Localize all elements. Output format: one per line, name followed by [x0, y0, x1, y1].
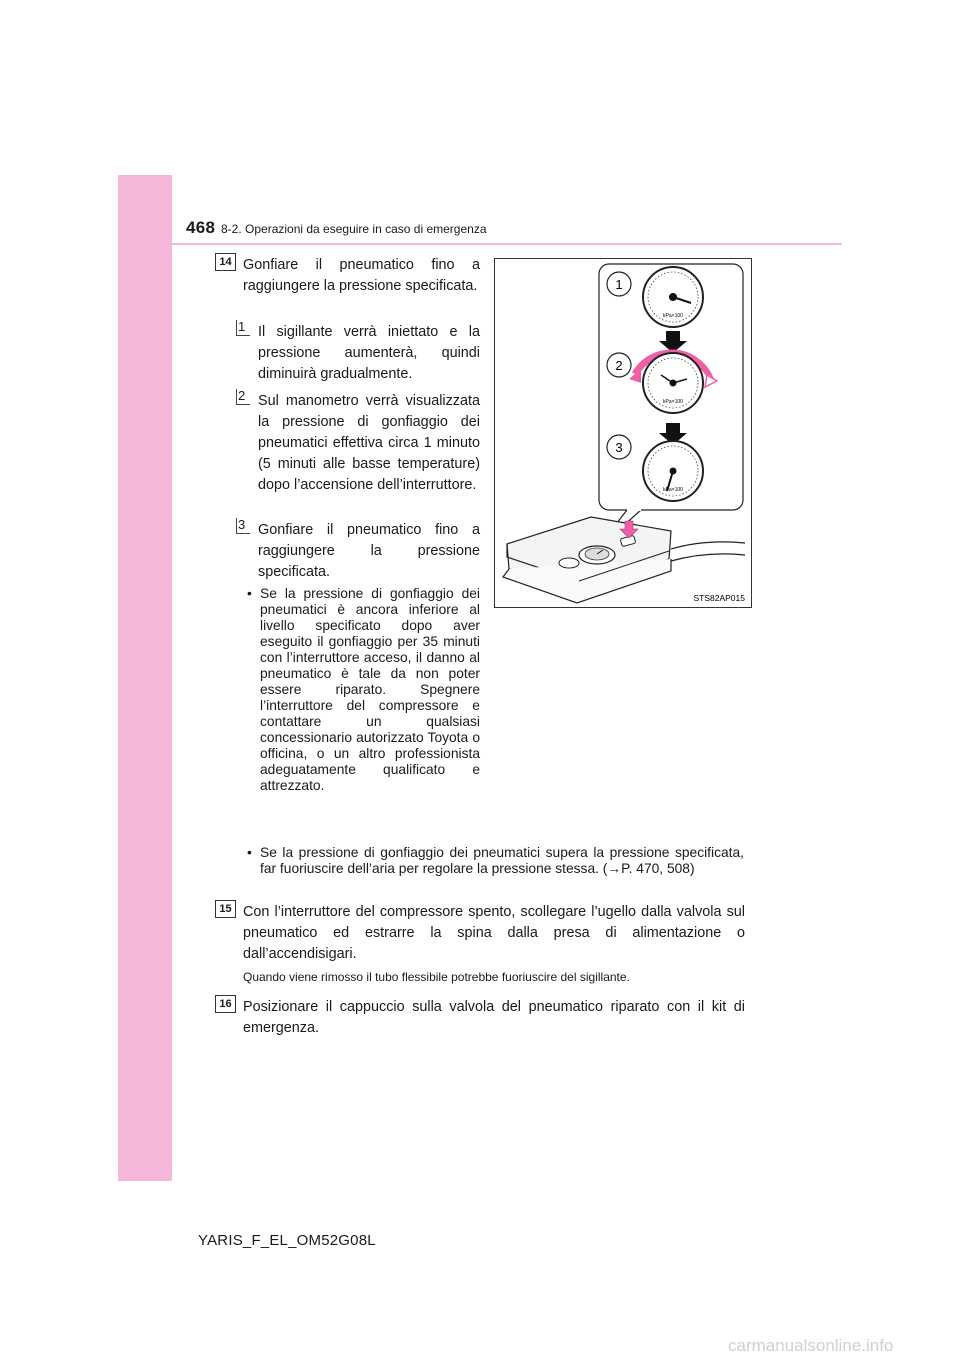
header-rule	[172, 243, 842, 245]
gauge-1-icon	[643, 267, 703, 327]
gauge-unit-label: kPa×100	[663, 487, 683, 493]
step-15-badge: 15	[215, 900, 236, 918]
step-14-text: Gonfiare il pneumatico fino a raggiungere la pressione specificata.	[243, 257, 480, 294]
bullet-item	[247, 586, 480, 794]
page-number: 468	[186, 218, 216, 237]
compressor-icon	[503, 517, 745, 603]
substep-1-text: Il sigillante verrà iniettato e la pressione aumenterà, quindi diminuirà gradualmente.	[258, 324, 480, 382]
substep-1-badge: 1	[236, 320, 250, 336]
watermark: carmanualsonline.info	[728, 1336, 894, 1355]
callout-2-label: 2	[615, 358, 623, 373]
compressor-gauge-figure	[494, 258, 752, 608]
figure-illustration	[495, 259, 751, 607]
bullet-text: Se la pressione di gonfiaggio dei pneumatici è ancora inferiore al livello specificato dopo aver eseguito il gonfiaggio per 35 minuti con l’interruttore acceso, il danno al pneumatico è tale da non poter essere riparato. Spegnere l’interruttore del compressore e contattare un qualsiasi concessionario autorizzato Toyota o officina, o un altro professionista adeguatamente qualificato e attrezzato.	[260, 586, 480, 793]
figure-code: STS82AP015	[693, 593, 745, 603]
step-16-text: Posizionare il cappuccio sulla valvola del pneumatico riparato con il kit di emergenza.	[243, 999, 745, 1036]
callout-1-label: 1	[615, 277, 623, 292]
bullet-dot: •	[247, 845, 252, 860]
document-code: YARIS_F_EL_OM52G08L	[198, 1232, 376, 1249]
bullet-text: Se la pressione di gonfiaggio dei pneumatici supera la pressione specificata, far fuoriuscire dell’aria per regolare la pressione stessa. (→P. 470, 508)	[260, 845, 744, 876]
step-16-badge: 16	[215, 995, 236, 1013]
gauge-unit-label: kPa×100	[663, 313, 683, 319]
substep-2-text: Sul manometro verrà visualizzata la pressione di gonfiaggio dei pneumatici effettiva circa 1 minuto (5 minuti alle basse temperature) dopo l’accensione dell’interruttore.	[258, 393, 480, 493]
step-15-text: Con l’interruttore del compressore spento, scollegare l’ugello dalla valvola sul pneumatico ed estrarre la spina dalla presa di alimentazione o dall’accendisigari.	[243, 904, 745, 962]
substep-2-badge: 2	[236, 389, 250, 405]
step-15-note: Quando viene rimosso il tubo flessibile potrebbe fuoriuscire del sigillante.	[243, 970, 630, 984]
substep-3-text: Gonfiare il pneumatico fino a raggiungere la pressione specificata.	[258, 522, 480, 580]
section-tab-bar	[118, 175, 172, 1181]
step-14-badge: 14	[215, 253, 236, 271]
substep-3-badge: 3	[236, 518, 250, 534]
callout-3-label: 3	[615, 440, 623, 455]
bullet-dot: •	[247, 586, 252, 601]
gauge-3-icon	[643, 441, 703, 501]
bullet-item	[247, 845, 744, 877]
gauge-unit-label: kPa×100	[663, 399, 683, 405]
section-title: 8-2. Operazioni da eseguire in caso di emergenza	[221, 222, 487, 236]
